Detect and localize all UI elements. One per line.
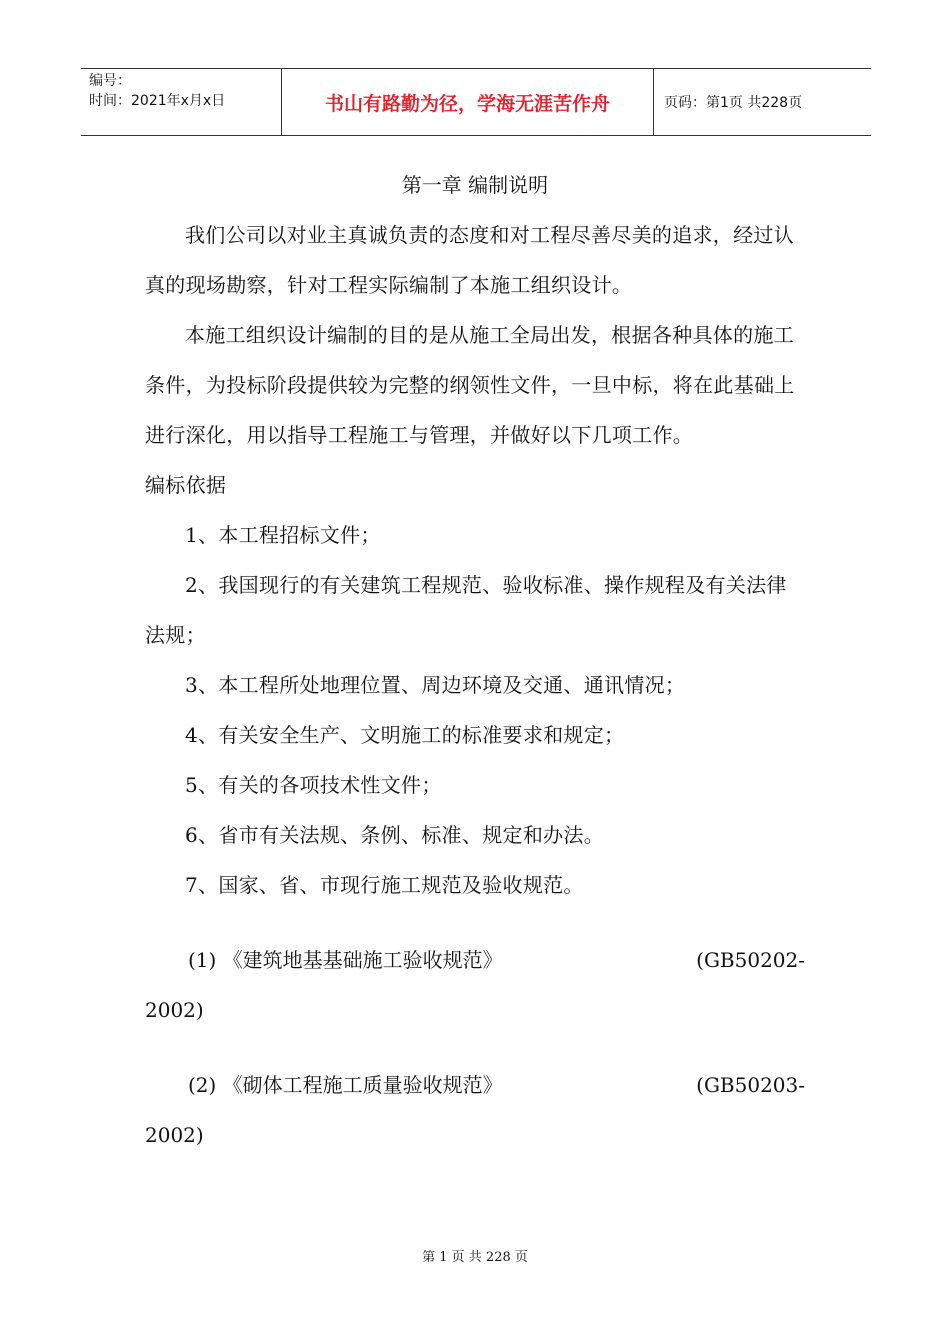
section-heading: 编标依据 (145, 473, 227, 497)
document-number-label: 编号： (89, 73, 131, 89)
list-item: 4、有关安全生产、文明施工的标准要求和规定； (185, 723, 625, 747)
standard-code: (GB50203- (696, 1073, 805, 1097)
standard-code: (GB50202- (696, 948, 805, 972)
list-item: 1、本工程招标文件； (185, 523, 381, 547)
standard-code-year: 2002) (145, 1123, 204, 1147)
document-body (145, 160, 805, 1160)
chapter-title: 第一章 编制说明 (401, 173, 549, 197)
list-item: 5、有关的各项技术性文件； (185, 773, 442, 797)
document-time-label: 时间：2021年x月x日 (89, 93, 226, 109)
standard-title: (1) 《建筑地基基础施工验收规范》 (188, 948, 503, 972)
header-motto: 书山有路勤为径，学海无涯苦作舟 (281, 69, 654, 135)
list-item: 3、本工程所处地理位置、周边环境及交通、通讯情况； (185, 673, 686, 697)
paragraph: 本施工组织设计编制的目的是从施工全局出发，根据各种具体的施工条件，为投标阶段提供较为完整的纲领性文件，一旦中标，将在此基础上进行深化，用以指导工程施工与管理，并做好以下几项工作。 (145, 323, 795, 447)
list-item: 6、省市有关法规、条例、标准、规定和办法。 (185, 823, 605, 847)
page-header (81, 68, 871, 136)
paragraph: 我们公司以对业主真诚负责的态度和对工程尽善尽美的追求，经过认真的现场勘察，针对工程实际编制了本施工组织设计。 (145, 223, 794, 297)
header-page-info: 页码：第1页 共228页 (664, 95, 803, 111)
page-footer: 第 1 页 共 228 页 (422, 1250, 528, 1265)
standard-item (145, 1060, 805, 1160)
standard-title: (2) 《砌体工程施工质量验收规范》 (188, 1073, 503, 1097)
header-meta (81, 69, 281, 135)
standard-item (145, 935, 805, 1035)
list-item: 2、我国现行的有关建筑工程规范、验收标准、操作规程及有关法律法规； (145, 573, 787, 647)
list-item: 7、国家、省、市现行施工规范及验收规范。 (185, 873, 584, 897)
standard-code-year: 2002) (145, 998, 204, 1022)
